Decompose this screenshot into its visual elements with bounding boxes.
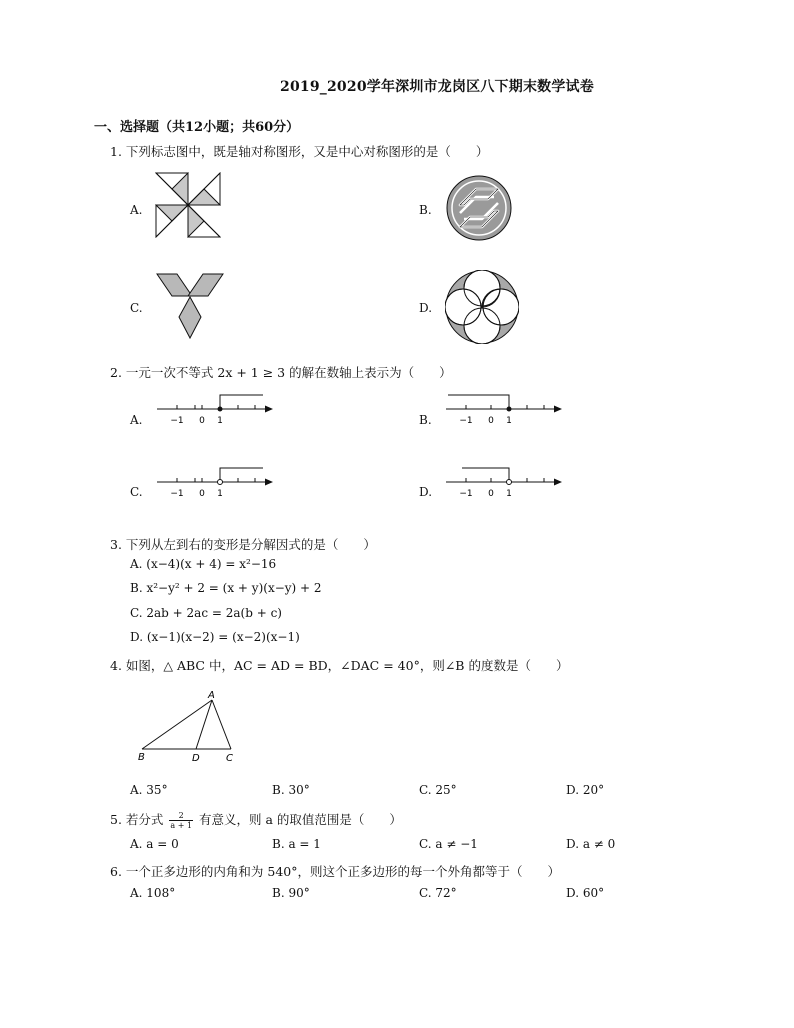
q5-fraction: [169, 811, 193, 830]
q5-option-c: C. a ≠ −1: [419, 837, 478, 851]
tick-neg1: −1: [170, 489, 184, 499]
section-heading: 一、选择题（共12小题；共60分）: [94, 120, 300, 135]
paper-title: 2019_2020学年深圳市龙岗区八下期末数学试卷: [280, 79, 594, 95]
number-line-a: [155, 390, 280, 430]
q6-option-b: B. 90°: [272, 886, 310, 900]
q4-stem: 4. 如图，△ ABC 中，AC = AD = BD，∠DAC = 40°，则∠B 的度数是（ ）: [110, 658, 569, 673]
q5-option-d: D. a ≠ 0: [566, 837, 616, 851]
number-line-b: [444, 390, 569, 430]
q6-option-a: A. 108°: [130, 886, 176, 900]
q6-option-d: D. 60°: [566, 886, 605, 900]
q4-option-b: B. 30°: [272, 783, 310, 797]
q5-stem: [110, 810, 402, 830]
number-line-d: [444, 463, 569, 503]
q4-option-d: D. 20°: [566, 783, 605, 797]
tick-0: 0: [488, 416, 494, 426]
q1-label-a: A.: [130, 203, 143, 217]
number-line-c: [155, 463, 280, 503]
vertex-a-label: A: [208, 690, 215, 701]
tick-1: 1: [506, 489, 512, 499]
circle-petal-figure: [445, 270, 519, 344]
q4-option-a: A. 35°: [130, 783, 168, 797]
tick-1: 1: [506, 416, 512, 426]
q2-label-b: B.: [419, 413, 432, 427]
q5-stem-pre: 5. 若分式: [110, 812, 164, 827]
tick-0: 0: [199, 489, 205, 499]
q1-stem: 1. 下列标志图中，既是轴对称图形，又是中心对称图形的是（ ）: [110, 144, 489, 159]
tick-0: 0: [199, 416, 205, 426]
q2-stem: 2. 一元一次不等式 2x + 1 ≥ 3 的解在数轴上表示为（ ）: [110, 365, 452, 380]
china-mobile-logo-figure: [446, 175, 512, 241]
q2-label-d: D.: [419, 485, 433, 499]
q4-option-c: C. 25°: [419, 783, 457, 797]
vertex-b-label: B: [138, 752, 145, 763]
triangle-abc-figure: [134, 686, 244, 766]
q6-option-c: C. 72°: [419, 886, 457, 900]
tick-1: 1: [217, 489, 223, 499]
q3-option-a: A. (x−4)(x + 4) = x²−16: [130, 557, 277, 571]
q3-stem: 3. 下列从左到右的变形是分解因式的是（ ）: [110, 537, 376, 552]
vertex-d-label: D: [192, 753, 200, 764]
tick-neg1: −1: [459, 489, 473, 499]
q1-label-b: B.: [419, 203, 432, 217]
tick-neg1: −1: [170, 416, 184, 426]
vertex-c-label: C: [226, 753, 233, 764]
q3-option-d: D. (x−1)(x−2) = (x−2)(x−1): [130, 630, 300, 644]
q5-option-b: B. a = 1: [272, 837, 321, 851]
q2-label-c: C.: [130, 485, 143, 499]
pinwheel-figure: [155, 172, 221, 238]
tick-neg1: −1: [459, 416, 473, 426]
q1-label-d: D.: [419, 301, 433, 315]
q5-stem-post: 有意义，则 a 的取值范围是（ ）: [199, 812, 402, 827]
three-rhombus-figure: [155, 272, 225, 340]
q5-frac-denominator: a + 1: [170, 821, 193, 830]
q3-option-b: B. x²−y² + 2 = (x + y)(x−y) + 2: [130, 581, 322, 595]
tick-1: 1: [217, 416, 223, 426]
q1-label-c: C.: [130, 301, 143, 315]
q5-frac-numerator: 2: [169, 811, 193, 821]
q6-stem: 6. 一个正多边形的内角和为 540°，则这个正多边形的每一个外角都等于（ ）: [110, 864, 560, 879]
q3-option-c: C. 2ab + 2ac = 2a(b + c): [130, 606, 282, 620]
tick-0: 0: [488, 489, 494, 499]
q2-label-a: A.: [130, 413, 143, 427]
q5-option-a: A. a = 0: [130, 837, 179, 851]
